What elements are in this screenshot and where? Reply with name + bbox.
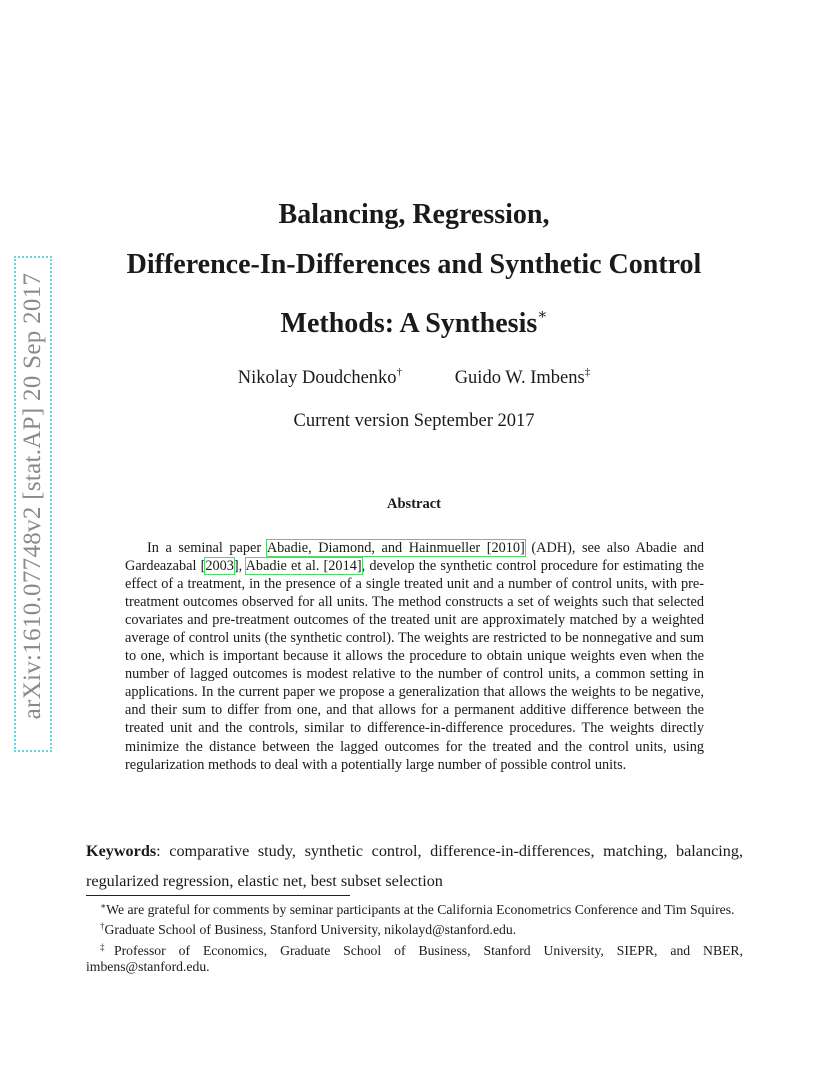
footnote-2-mark: †: [100, 921, 105, 932]
footnote-2-text: Graduate School of Business, Stanford University, nikolayd@stanford.edu.: [104, 922, 517, 938]
abstract-text-1: In a seminal paper: [147, 540, 267, 556]
title-line-3: [60, 290, 768, 349]
arxiv-stamp[interactable]: arXiv:1610.07748v2 [stat.AP] 20 Sep 2017: [19, 272, 46, 720]
author-list: [0, 366, 828, 389]
keywords-label: Keywords: [86, 842, 157, 860]
keywords-text: : comparative study, synthetic control, difference-in-differences, matching, balancing, regularized regression, elastic net, best subset selection: [86, 842, 743, 890]
footnote-1-mark: ∗: [100, 901, 107, 911]
title-line-1: Balancing, Regression,: [278, 199, 550, 230]
author-2: [455, 366, 591, 389]
author-1-name: Nikolay Doudchenko: [237, 368, 397, 388]
paper-title: [60, 190, 768, 349]
author-1: [238, 366, 402, 389]
footnote-1: [86, 898, 743, 918]
footnote-3-text: Professor of Economics, Graduate School of Business, Stanford University, SIEPR, and NBER, imbens@stanford.edu.: [86, 942, 743, 975]
citation-adh-link[interactable]: Abadie, Diamond, and Hainmueller [2010]: [266, 540, 525, 556]
abstract-text-3: ],: [233, 558, 246, 575]
abstract-text-4: , develop the synthetic control procedure for estimating the effect of a treatment, in the presence of a single treated unit and a number of control units, with pre-treatment outcomes observed for all units. The method constructs a set of weights such that selected covariates and pre-treatment outcomes of the treated unit are approximately matched by a weighted average of control units (the synthetic control). The weights are restricted to be nonnegative and sum to one, which is important because it allows the procedure to obtain unique weights even when the number of lagged outcomes is modest relative to the number of control units, a common setting in applications. In the current paper we propose a generalization that allows the weights to be negative, and their sum to differ from one, and that allows for a permanent additive difference between the treated unit and the controls, similar to difference-in-difference procedures. The weights directly minimize the distance between the lagged outcomes for the treated and the control units, using regularization methods to deal with a potentially large number of possible control units.: [125, 558, 704, 773]
keywords: [86, 837, 743, 896]
author-2-mark[interactable]: ‡: [584, 366, 591, 378]
footnote-2: [86, 918, 743, 938]
abstract-text-2: (ADH), see also Abadie and Gardeazabal [: [125, 540, 704, 575]
footnote-1-text: We are grateful for comments by seminar participants at the California Econometrics Conference and Tim Squires.: [106, 902, 735, 917]
footnote-3: [86, 939, 743, 976]
title-line-3-text: Methods: A Synthesis: [280, 308, 538, 339]
author-1-mark[interactable]: †: [396, 366, 403, 378]
abstract-heading: Abstract: [387, 496, 441, 512]
title-line-2: Difference-In-Differences and Synthetic Control: [126, 249, 702, 280]
abstract-body: [125, 539, 704, 774]
author-2-name: Guido W. Imbens: [454, 368, 585, 388]
title-footnote-mark[interactable]: ∗: [537, 307, 548, 323]
version-date: Current version September 2017: [293, 411, 535, 431]
citation-2003-link[interactable]: 2003: [205, 558, 234, 575]
footnote-divider: [86, 895, 350, 896]
footnotes: [86, 898, 743, 976]
footnote-3-mark: ‡: [100, 941, 114, 952]
citation-abadie-2014-link[interactable]: Abadie et al. [2014]: [245, 558, 362, 575]
